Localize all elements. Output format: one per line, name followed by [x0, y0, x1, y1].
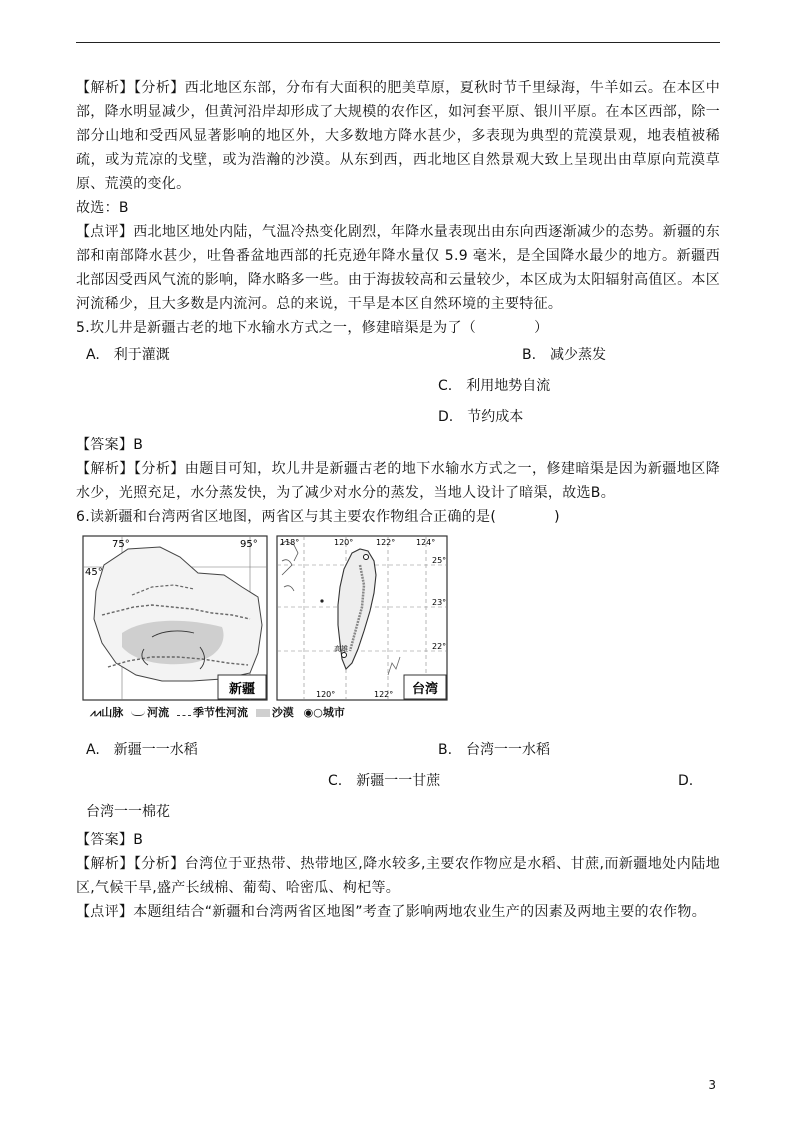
q5-option-b[interactable]: B. 减少蒸发	[522, 347, 607, 363]
map-figure	[76, 535, 720, 725]
tw-lat-23: 23°	[432, 598, 447, 607]
q6-comment: 【点评】本题组结合“新疆和台湾两省区地图”考查了影响两地农业生产的因素及两地主要的农作物。	[76, 904, 707, 920]
xj-lat-45: 45°	[85, 567, 103, 578]
q5-option-d[interactable]: D. 节约成本	[438, 409, 524, 425]
q5-option-c[interactable]: C. 利用地势自流	[438, 378, 551, 394]
legend-city: 城市	[322, 706, 345, 719]
city-icon: ◉○	[303, 706, 323, 719]
q6-stem: 6.读新疆和台湾两省区地图，两省区与其主要农作物组合正确的是( )	[76, 509, 560, 525]
xj-lon-75: 75°	[112, 539, 130, 550]
q6-option-c[interactable]: C. 新疆一一甘蔗	[328, 773, 441, 789]
river-icon	[131, 711, 145, 716]
tw-lon-124: 124°	[416, 538, 436, 547]
legend-mountain: 山脉	[101, 706, 124, 719]
q5-answer: 【答案】B	[76, 437, 144, 453]
page-number: 3	[708, 1078, 716, 1092]
header-rule	[76, 42, 720, 43]
tw-lat-25: 25°	[432, 556, 447, 565]
q6-options-row3	[76, 797, 720, 828]
desert-icon	[256, 709, 270, 717]
q5-options-row3	[76, 402, 720, 433]
page-content	[76, 76, 720, 924]
xj-lon-95: 95°	[240, 539, 258, 550]
tw-lon-120: 120°	[334, 538, 354, 547]
tw-lat-22: 22°	[432, 642, 447, 651]
legend-seasonal-river: 季节性河流	[192, 706, 248, 719]
legend-desert: 沙漠	[271, 706, 294, 719]
q6-options-row1	[76, 735, 720, 766]
xinjiang-map	[82, 535, 268, 701]
q6-analysis: 【解析】【分析】台湾位于亚热带、热带地区,降水较多,主要农作物应是水稻、甘蔗,而新疆地处内陆地区,气候干旱,盛产长绒棉、葡萄、哈密瓜、枸杞等。	[76, 856, 720, 896]
q5-option-a[interactable]: A. 利于灌溉	[86, 347, 170, 363]
q6-options-row2	[76, 766, 720, 797]
q5-options-row1	[76, 340, 720, 371]
q6-option-d-text[interactable]: 台湾一一棉花	[86, 804, 170, 820]
tw-lon-122-bottom: 122°	[374, 690, 394, 699]
q6-answer: 【答案】B	[76, 832, 144, 848]
seasonal-river-icon	[177, 711, 191, 716]
q6-option-b[interactable]: B. 台湾一一水稻	[438, 742, 551, 758]
taiwan-map-label: 台湾	[411, 682, 439, 697]
q4-analysis: 【解析】【分析】西北地区东部，分布有大面积的肥美草原，夏秋时节千里绿海，牛羊如云。在本区中部，降水明显减少，但黄河沿岸却形成了大规模的农作区，如河套平原、银川平原。在本区西部，除一部分山地和受西风显著影响的地区外，大多数地方降水甚少，多表现为典型的荒漠景观，地表植被稀疏，或为荒凉的戈壁，或为浩瀚的沙漠。从东到西，西北地区自然景观大致上呈现出由草原向荒漠草原、荒漠的变化。	[76, 80, 720, 192]
taiwan-map	[276, 535, 448, 701]
q4-comment: 【点评】西北地区地处内陆，气温冷热变化剧烈，年降水量表现出由东向西逐渐减少的态势。新疆的东部和南部降水甚少，吐鲁番盆地西部的托克逊年降水量仅 5.9 毫米，是全国降水最少的地方。新疆西北部因受西风气流的影响，降水略多一些。由于海拔较高和云量较少，本区成为太阳辐射高值区。本区河流稀少，且大多数是内流河。总的来说，干旱是本区自然环境的主要特征。	[76, 224, 720, 312]
q4-choice: 故选：B	[76, 200, 129, 216]
mountain-icon: ⩘⩘	[90, 708, 102, 719]
q5-options-row2	[76, 371, 720, 402]
q5-stem: 5.坎儿井是新疆古老的地下水输水方式之一，修建暗渠是为了（ ）	[76, 320, 549, 336]
legend-river: 河流	[147, 706, 170, 719]
tw-lon-118: 118°	[280, 538, 300, 547]
q6-option-d[interactable]: D.	[678, 773, 694, 789]
tw-lon-122: 122°	[376, 538, 396, 547]
tw-city-label: 高雄	[334, 645, 348, 653]
tw-lon-120-bottom: 120°	[316, 690, 336, 699]
map-legend	[90, 705, 345, 722]
xinjiang-map-label: 新疆	[228, 682, 256, 697]
q5-analysis: 【解析】【分析】由题目可知，坎儿井是新疆古老的地下水输水方式之一，修建暗渠是因为新疆地区降水少，光照充足，水分蒸发快，为了减少对水分的蒸发，当地人设计了暗渠，故选B。	[76, 461, 720, 501]
q6-option-a[interactable]: A. 新疆一一水稻	[86, 742, 198, 758]
